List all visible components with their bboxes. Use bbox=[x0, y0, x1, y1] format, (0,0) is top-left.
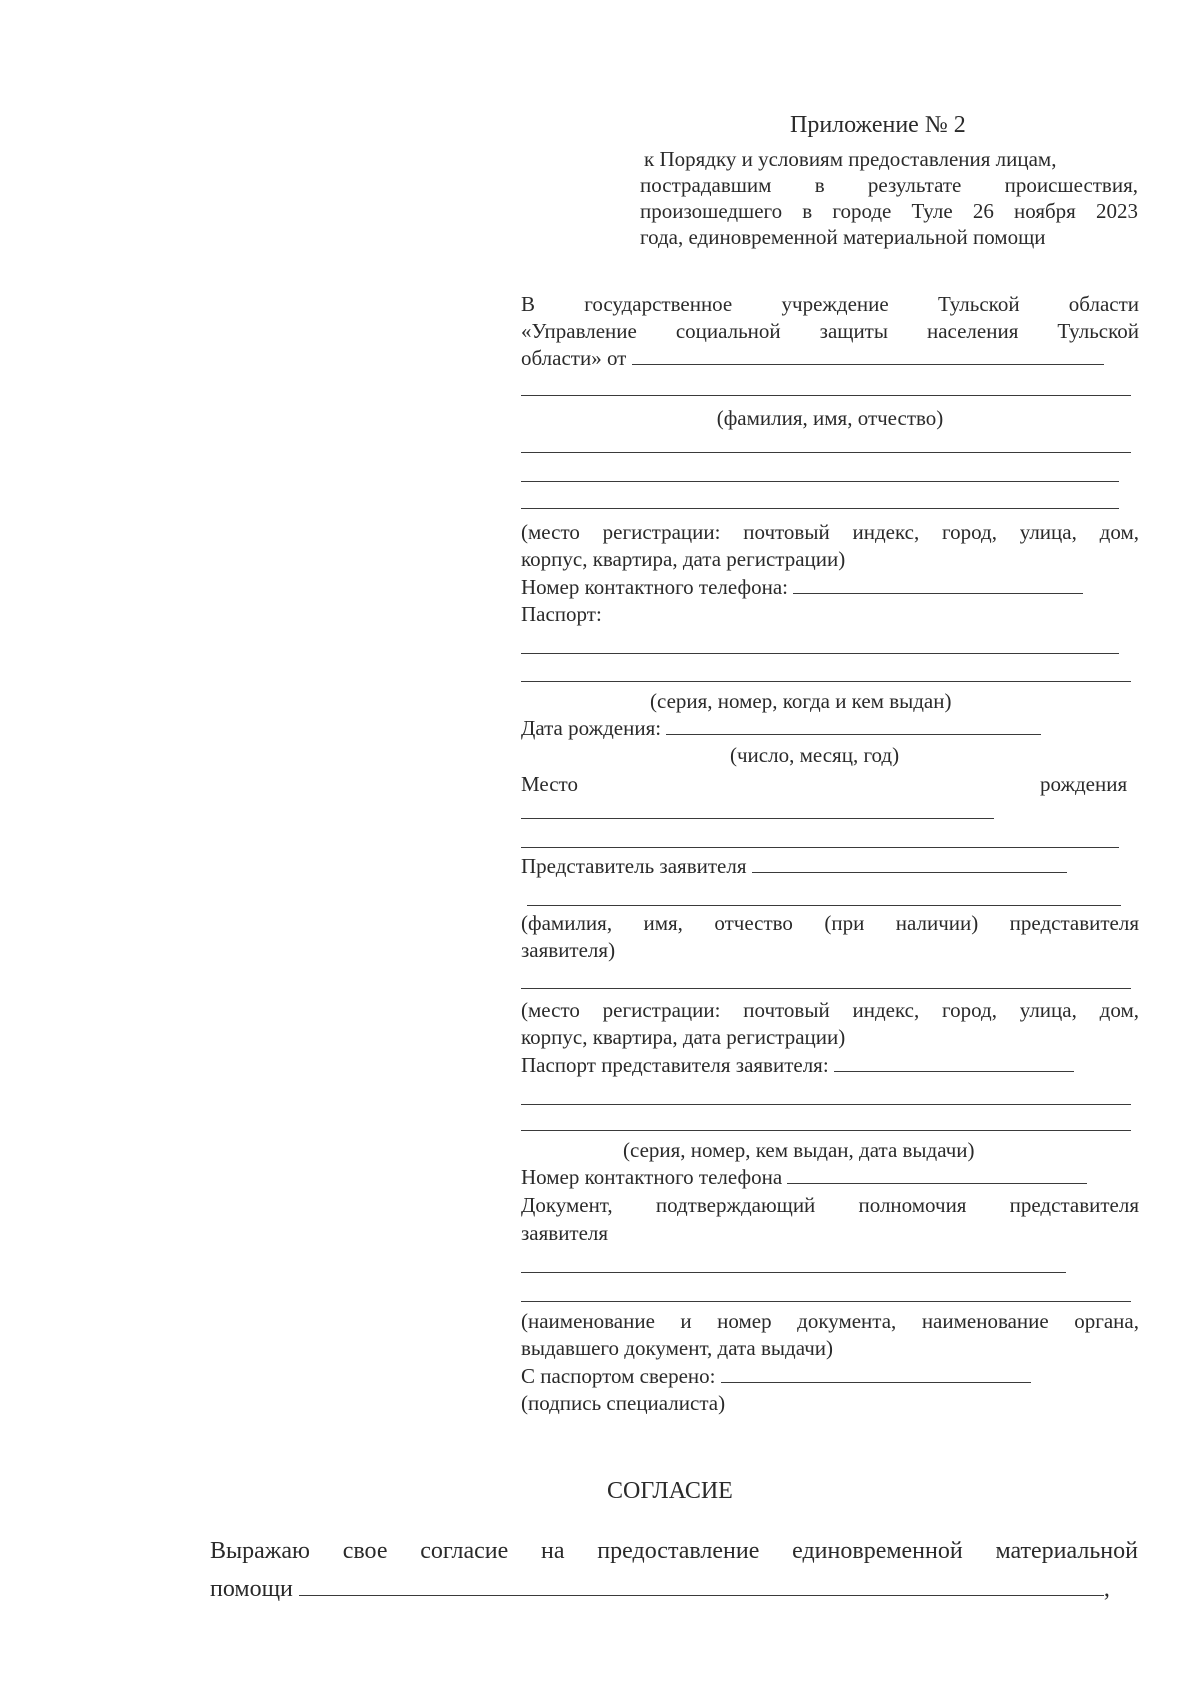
representative-passport-line[interactable] bbox=[521, 1130, 1131, 1131]
consent-help-label: помощи bbox=[210, 1576, 293, 1602]
consent-comma: , bbox=[1103, 1576, 1110, 1602]
authority-document-line[interactable] bbox=[521, 1272, 1066, 1273]
birth-place-label-end: рождения bbox=[1040, 772, 1128, 796]
passport-line[interactable] bbox=[521, 653, 1119, 654]
representative-registration-caption: (место регистрации: почтовый индекс, город, улица, дом, bbox=[521, 998, 1139, 1022]
authority-document-label: Документ, подтверждающий полномочия представителя bbox=[521, 1193, 1139, 1217]
registration-line[interactable] bbox=[521, 452, 1131, 453]
appendix-subtitle-line: года, единовременной материальной помощи bbox=[640, 225, 1046, 249]
representative-field[interactable] bbox=[752, 854, 1067, 873]
authority-document-label: заявителя bbox=[521, 1221, 609, 1245]
birth-place-line[interactable] bbox=[521, 847, 1119, 848]
phone-field[interactable] bbox=[793, 575, 1083, 594]
addressee-line: В государственное учреждение Тульской области bbox=[521, 292, 1139, 316]
registration-caption: (место регистрации: почтовый индекс, город, улица, дом, bbox=[521, 520, 1139, 544]
representative-phone-field[interactable] bbox=[787, 1165, 1087, 1184]
representative-phone-label: Номер контактного телефона bbox=[521, 1165, 783, 1189]
representative-registration-caption: корпус, квартира, дата регистрации) bbox=[521, 1025, 846, 1049]
birth-date-field[interactable] bbox=[666, 716, 1041, 735]
registration-line[interactable] bbox=[521, 508, 1119, 509]
signature-caption: (подпись специалиста) bbox=[521, 1391, 726, 1415]
representative-fio-caption: заявителя) bbox=[521, 938, 616, 962]
authority-document-caption: (наименование и номер документа, наименование органа, bbox=[521, 1309, 1139, 1333]
appendix-title: Приложение № 2 bbox=[790, 112, 966, 138]
representative-label: Представитель заявителя bbox=[521, 854, 747, 878]
consent-text: Выражаю свое согласие на предоставление единовременной материальной bbox=[210, 1538, 1138, 1564]
birth-place-line[interactable] bbox=[521, 818, 994, 819]
consent-text-line2 bbox=[210, 1576, 1110, 1602]
birth-date-row bbox=[521, 715, 1041, 741]
applicant-name-line[interactable] bbox=[521, 395, 1131, 396]
authority-document-caption: выдавшего документ, дата выдачи) bbox=[521, 1336, 833, 1360]
appendix-subtitle-line: к Порядку и условиям предоставления лицам, bbox=[644, 147, 1057, 171]
fio-caption: (фамилия, имя, отчество) bbox=[716, 406, 944, 430]
verified-row bbox=[521, 1363, 1031, 1389]
representative-passport-line[interactable] bbox=[521, 1104, 1131, 1105]
representative-passport-row bbox=[521, 1052, 1074, 1078]
representative-name-line[interactable] bbox=[527, 905, 1121, 906]
representative-passport-field[interactable] bbox=[834, 1053, 1074, 1072]
addressee-line: «Управление социальной защиты населения Тульской bbox=[521, 319, 1139, 343]
verified-label: С паспортом сверено: bbox=[521, 1364, 716, 1388]
phone-row bbox=[521, 574, 1083, 600]
consent-heading: СОГЛАСИЕ bbox=[607, 1478, 733, 1504]
appendix-subtitle-line: произошедшего в городе Туле 26 ноября 2023 bbox=[640, 199, 1138, 223]
birth-date-label: Дата рождения: bbox=[521, 716, 662, 740]
passport-label: Паспорт: bbox=[521, 602, 602, 626]
appendix-subtitle-line: пострадавшим в результате происшествия, bbox=[640, 173, 1138, 197]
representative-row bbox=[521, 853, 1067, 879]
representative-passport-label: Паспорт представителя заявителя: bbox=[521, 1053, 829, 1077]
representative-registration-line[interactable] bbox=[521, 988, 1131, 989]
addressee-from-label: области» от bbox=[521, 346, 627, 370]
addressee-line bbox=[521, 345, 1104, 371]
representative-phone-row bbox=[521, 1164, 1087, 1190]
authority-document-line[interactable] bbox=[521, 1301, 1131, 1302]
registration-caption: корпус, квартира, дата регистрации) bbox=[521, 547, 846, 571]
passport-caption: (серия, номер, когда и кем выдан) bbox=[650, 689, 952, 713]
representative-fio-caption: (фамилия, имя, отчество (при наличии) представителя bbox=[521, 911, 1139, 935]
passport-line[interactable] bbox=[521, 681, 1131, 682]
representative-passport-caption: (серия, номер, кем выдан, дата выдачи) bbox=[623, 1138, 975, 1162]
applicant-name-field[interactable] bbox=[632, 346, 1104, 365]
phone-label: Номер контактного телефона: bbox=[521, 575, 788, 599]
birth-place-label: Место bbox=[521, 772, 578, 796]
consent-help-field[interactable] bbox=[299, 1577, 1104, 1596]
registration-line[interactable] bbox=[521, 481, 1119, 482]
birth-date-caption: (число, месяц, год) bbox=[730, 743, 900, 767]
specialist-signature-field[interactable] bbox=[721, 1364, 1031, 1383]
